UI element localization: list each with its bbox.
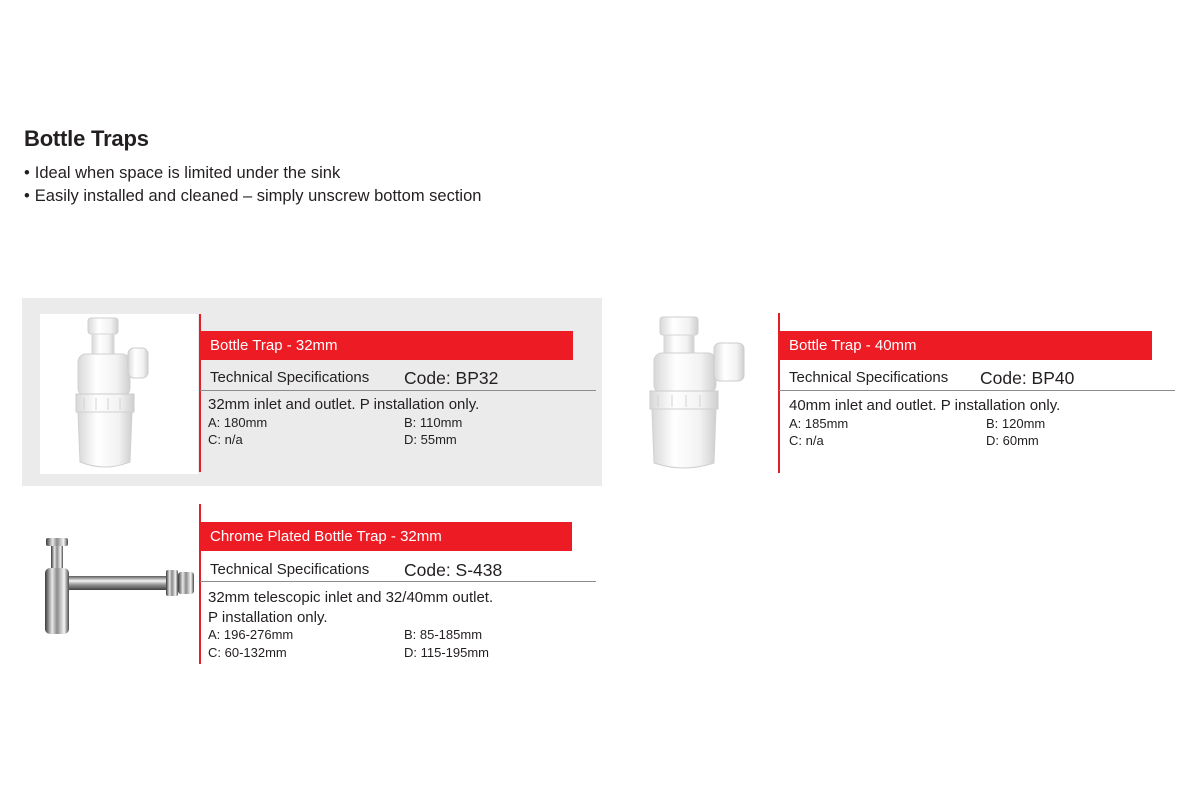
- dimension-a: A: 180mm: [208, 415, 268, 430]
- product-code: Code: BP40: [980, 368, 1075, 388]
- dimension-b: B: 110mm: [404, 415, 463, 430]
- dimension-b: B: 120mm: [986, 416, 1046, 431]
- product-name-bar: Bottle Trap - 40mm: [779, 331, 1152, 360]
- dimension-c: C: n/a: [208, 432, 243, 447]
- dimension-a: A: 185mm: [789, 416, 849, 431]
- product-code: Code: BP32: [404, 368, 499, 388]
- spec-row: [210, 368, 499, 388]
- dimension-d: D: 60mm: [986, 433, 1039, 448]
- dimension-d: D: 115-195mm: [404, 645, 490, 660]
- spec-row: [789, 368, 1075, 388]
- feature-bullet: • Ideal when space is limited under the sink: [24, 162, 481, 185]
- white-trap-illustration: [40, 314, 198, 474]
- spec-label: Technical Specifications: [789, 369, 949, 386]
- dimension-b: B: 85-185mm: [404, 627, 483, 642]
- product-image-chrome-trap: [40, 532, 198, 638]
- product-name-bar: Chrome Plated Bottle Trap - 32mm: [200, 522, 572, 551]
- dimension-c: C: n/a: [789, 433, 824, 448]
- spec-divider: [200, 581, 596, 582]
- spec-label: Technical Specifications: [210, 369, 370, 386]
- dimension-a: A: 196-276mm: [208, 627, 294, 642]
- product-description: 32mm inlet and outlet. P installation only.: [208, 396, 480, 413]
- white-trap-illustration: [640, 313, 770, 473]
- product-description: 40mm inlet and outlet. P installation only.: [789, 397, 1061, 414]
- product-image-white-trap: [640, 313, 770, 473]
- spec-row: [210, 560, 503, 580]
- product-name-bar: Bottle Trap - 32mm: [200, 331, 573, 360]
- product-code: Code: S-438: [404, 560, 503, 580]
- product-image-white-trap: [40, 314, 198, 474]
- product-card-bp40[interactable]: [640, 313, 1180, 475]
- page-title: Bottle Traps: [24, 126, 149, 151]
- dimension-c: C: 60-132mm: [208, 645, 287, 660]
- product-description-line1: 32mm telescopic inlet and 32/40mm outlet.: [208, 589, 494, 606]
- feature-list: [24, 162, 481, 208]
- product-card-bp32[interactable]: [22, 298, 602, 486]
- spec-divider: [779, 390, 1175, 391]
- chrome-trap-illustration: [40, 532, 198, 638]
- product-description-line2: P installation only.: [208, 609, 328, 626]
- feature-bullet: • Easily installed and cleaned – simply unscrew bottom section: [24, 185, 481, 208]
- dimension-d: D: 55mm: [404, 432, 457, 447]
- spec-label: Technical Specifications: [210, 561, 370, 578]
- spec-divider: [200, 390, 596, 391]
- product-card-s438[interactable]: [22, 504, 602, 666]
